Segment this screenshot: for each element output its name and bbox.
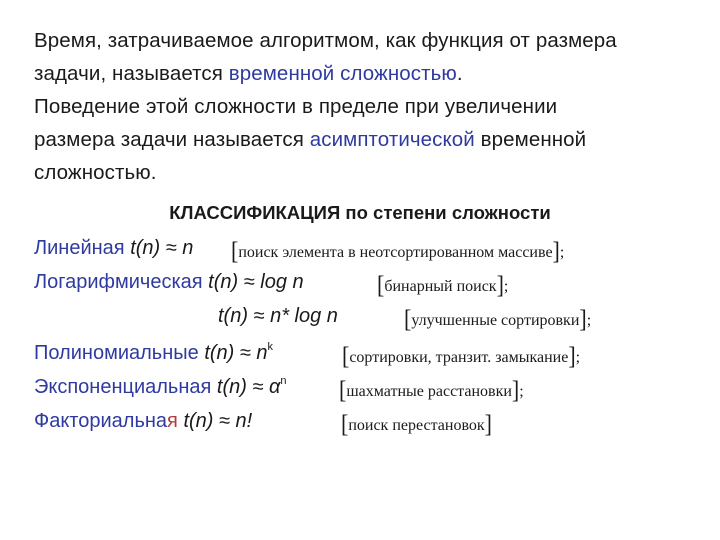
note-text: поиск перестановок [348, 417, 485, 434]
class-row-factorial [34, 405, 252, 437]
class-row-exponential [34, 371, 287, 403]
intro-line-5: сложностью. [34, 161, 157, 184]
heading-bold: КЛАССИФИКАЦИЯ [169, 202, 341, 223]
formula-prefix: t(n) ≈ [216, 376, 270, 398]
note-end: ; [519, 383, 524, 400]
intro-line-4 [34, 123, 694, 156]
formula-prefix: t(n) ≈ [183, 410, 236, 432]
note-text: улучшенные сортировки [411, 312, 580, 329]
formula-main: log n [260, 271, 304, 293]
class-row-nlogn [218, 300, 338, 332]
formula-sup: n [280, 375, 287, 387]
class-name: Полиномиальные [34, 342, 199, 364]
intro-line-2-suffix: . [456, 62, 463, 85]
formula-prefix: t(n) ≈ [204, 342, 257, 364]
class-note-nlogn: [улучшенные сортировки]; [404, 304, 592, 333]
class-formula [204, 342, 273, 364]
note-text: поиск элемента в неотсортированном массиве [238, 244, 553, 261]
class-name: Линейная [34, 237, 125, 259]
formula-main: n* log n [270, 305, 338, 327]
intro-line-1: Время, затрачиваемое алгоритмом, как функция от размера [34, 29, 617, 52]
formula-prefix: t(n) ≈ [208, 271, 261, 293]
note-end: ; [559, 244, 565, 261]
class-note-polynomial: [сортировки, транзит. замыкание]; [342, 341, 581, 370]
formula-prefix: t(n) ≈ [130, 237, 183, 259]
class-row-linear [34, 232, 193, 264]
class-formula [183, 410, 252, 432]
term-asymptotic: асимптотической [309, 128, 475, 151]
formula-main: n! [235, 410, 253, 432]
class-note-logarithmic: [бинарный поиск]; [377, 270, 509, 299]
class-note-linear: [поиск элемента в неотсортированном массиве]; [231, 236, 565, 265]
class-name: Факториальна [34, 410, 168, 432]
intro-paragraph [34, 24, 694, 189]
class-row-polynomial [34, 337, 273, 369]
note-text: шахматные расстановки [346, 383, 512, 400]
note-end: ; [503, 278, 509, 295]
class-formula [217, 376, 287, 398]
intro-line-4-prefix: размера задачи называется [34, 128, 310, 151]
formula-main: n [182, 237, 194, 259]
formula-main: α [269, 376, 281, 398]
intro-line-2-prefix: задачи, называется [34, 62, 229, 85]
class-name-tail: я [167, 410, 178, 432]
classification-heading [0, 199, 720, 227]
formula-sup: k [267, 341, 274, 353]
note-text: бинарный поиск [384, 278, 497, 295]
heading-rest: по степени сложности [340, 202, 551, 223]
class-formula [208, 271, 303, 293]
class-formula [218, 305, 338, 327]
class-note-exponential: [шахматные расстановки]; [339, 375, 524, 404]
intro-line-3: Поведение этой сложности в пределе при увеличении [34, 95, 558, 118]
class-note-factorial: [поиск перестановок] [341, 409, 492, 438]
note-end: ; [575, 349, 581, 366]
formula-main: n [256, 342, 268, 364]
note-end: ; [586, 312, 592, 329]
class-name: Логарифмическая [34, 271, 203, 293]
term-time-complexity: временной сложностью [228, 62, 457, 85]
formula-prefix: t(n) ≈ [218, 305, 271, 327]
class-formula [130, 237, 193, 259]
intro-line-4-suffix: временной [474, 128, 587, 151]
intro-line-2 [34, 57, 694, 90]
class-name: Экспоненциальная [34, 376, 212, 398]
note-text: сортировки, транзит. замыкание [349, 349, 569, 366]
class-row-logarithmic [34, 266, 304, 298]
